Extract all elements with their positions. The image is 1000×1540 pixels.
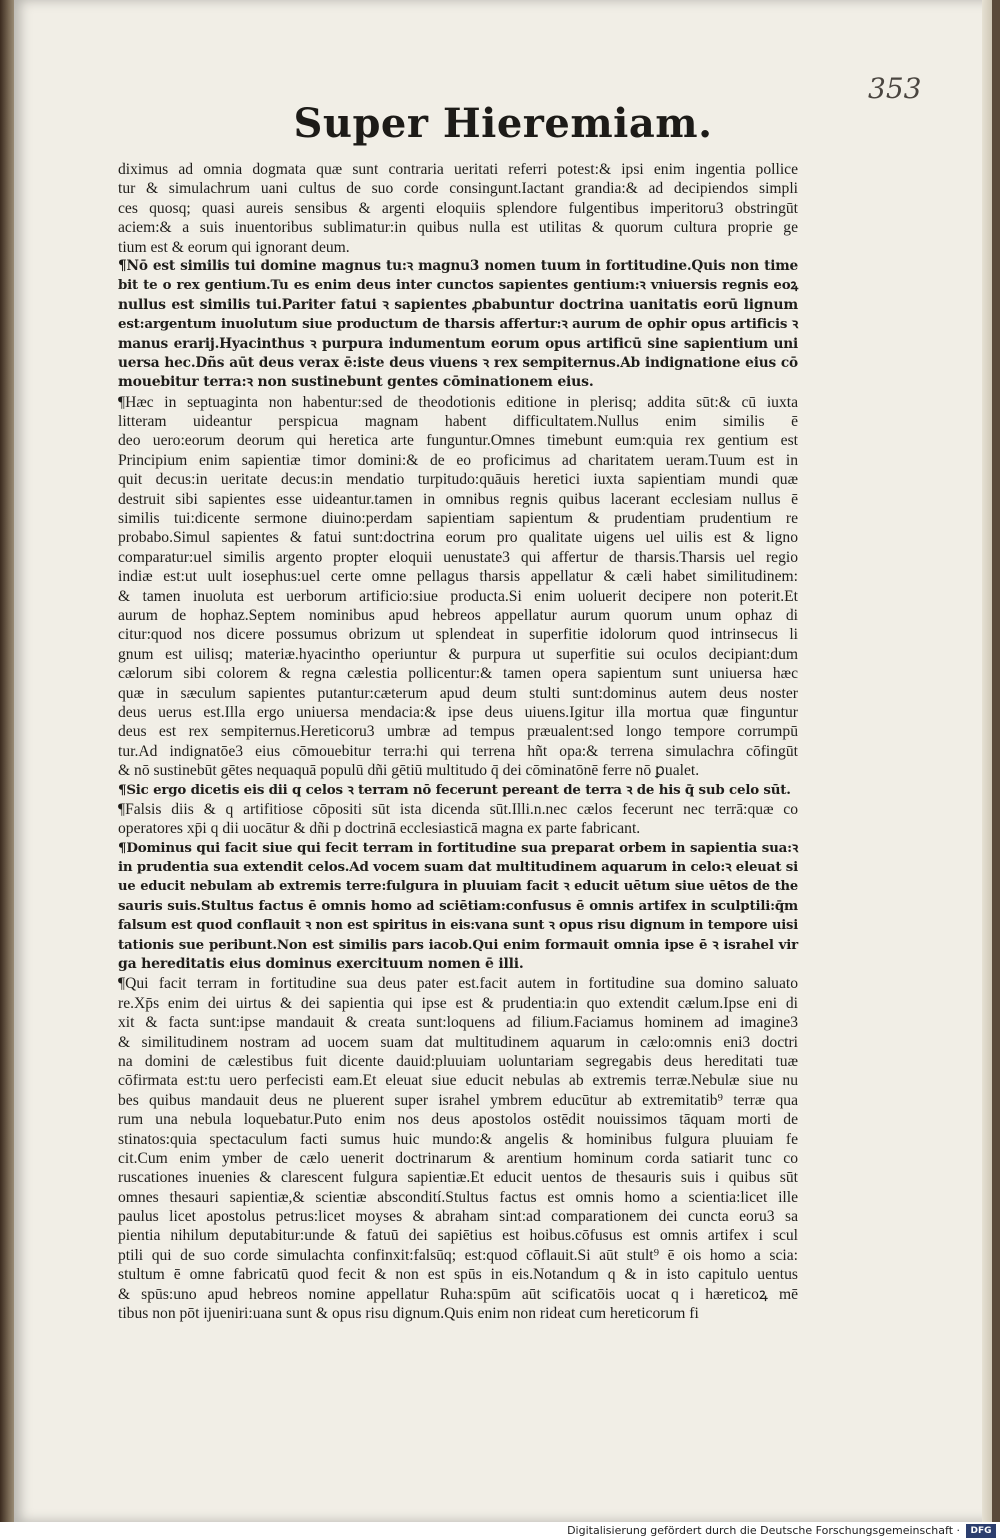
- text-line: deus est rex sempiternus.Hereticoru3 umbræ ad tempus præualent:sed longo tempore corrumpū: [118, 723, 798, 741]
- text-line: tationis sue peribunt.Non est similis pars iacob.Qui enim formauit omnia ipse ē ꝛ israhel vir: [118, 936, 798, 953]
- text-line: cit.Cum enim ymber de cælo uenerit doctrinarum & arentium hominum corda satiarit tunc co: [118, 1149, 798, 1167]
- text-line: citur:quod nos dicere possumus obrizum ut splendeat in superfitie idolorum quod intrinsecus li: [118, 626, 798, 644]
- text-line: & tamen inuoluta est uerborum artificio:siue producta.Si enim uoluerit decipere non poterit.Et: [118, 587, 798, 605]
- text-line: ¶Nō est similis tui domine magnus tu:ꝛ magnu3 nomen tuum in fortitudine.Quis non time: [118, 257, 798, 274]
- text-line: deo uero:eorum deorum qui heretica arte funguntur.Omnes timebunt eum:quia rex gentium est: [118, 432, 798, 450]
- text-line: gnum est uilisq; materiæ.hyacintho operiuntur & purpura ut superfitie sui oculos decipiant:dum: [118, 645, 798, 663]
- text-line: sauris suis.Stultus factus ē omnis homo ad sciētiam:confusus ē omnis artifex in sculptili:q̄m: [118, 897, 798, 914]
- text-line: tur & simulachrum uani cultus de suo corde consingunt.Iactant grandia:& ad decipiendos simpli: [118, 180, 798, 198]
- text-line: ga hereditatis eius dominus exercituum nomen ē illi.: [118, 956, 524, 973]
- text-line: ces quosq; quasi aureis sensibus & argenti eloquiis splendore fulgentibus imperitoru3 obstringūt: [118, 199, 798, 217]
- text-line: mouebitur terra:ꝛ non sustinebunt gentes cōminationem eius.: [118, 374, 594, 391]
- book-page: [14, 0, 992, 1522]
- text-line: manus erarij.Hyacinthus ꝛ purpura indumentum eorum opus artificū sine sapientium uni: [118, 335, 798, 352]
- text-line: diximus ad omnia dogmata quæ sunt contraria ueritati referri potest:& ipsi enim ingentia pollice: [118, 161, 798, 178]
- scripture-paragraph: [118, 257, 798, 393]
- text-line: nullus est similis tui.Pariter fatui ꝛ sapientes ꝓbabuntur doctrina uanitatis eorū lignum: [118, 296, 798, 313]
- text-line: ¶Qui facit terram in fortitudine sua deus pater est.facit autem in fortitudine sua domino saluato: [118, 975, 798, 993]
- text-line: xit & facta sunt:ipse mandauit & creata sunt:loquens ad filium.Faciamus hominem ad imagine3: [118, 1014, 798, 1032]
- footer-credit: Digitalisierung gefördert durch die Deutsche Forschungsgemeinschaft ·: [567, 1524, 960, 1537]
- text-line: cælorum sibi colorem & regna cælestia pollicentur:& tamen opera sapientum sunt uniuersa hæc: [118, 665, 798, 683]
- text-line: in prudentia sua extendit celos.Ad vocem suam dat multitudinem aquarum in celo:ꝛ eleuat si: [118, 859, 798, 876]
- text-line: quæ in sæculum sapientes putantur:cæterum apud deum stulti sunt:dominus autem deus noster: [118, 684, 798, 702]
- text-line: & nō sustinebūt gētes nequaquā populū dñi gētiū multitudo q̄ dei cōminatōnē ferre nō ꝑualet.: [118, 762, 700, 780]
- text-line: ¶Dominus qui facit siue qui fecit terram in fortitudine sua preparat orbem in sapientia sua:ꝛ: [118, 839, 798, 856]
- text-line: quit decus:in ueritate decus:in mendatio turpitudo:quāuis heretici iuxta sapientiam mundi quæ: [118, 471, 798, 489]
- text-line: deus uerus est.Illa ergo uniuersa mendacia:& ipse deus uiuens.Igitur illa mortua quæ finguntur: [118, 703, 798, 721]
- text-line: Principium enim sapientiæ timor domini:& de eo proficimus ad charitatem ueram.Tuum est in: [118, 451, 798, 469]
- text-line: bes quibus mandauit deus ne pluerent super israhel ymbrem educūtur ab extremitatib⁹ terræ qua: [118, 1091, 798, 1109]
- running-title: Super Hieremiam.: [293, 100, 713, 147]
- dfg-logo: DFG: [966, 1524, 996, 1538]
- text-line: ue educit nebulam ab extremis terre:fulgura in pluuiam facit ꝛ educit uētum siue uētos de the: [118, 879, 798, 895]
- text-line: falsum est quod conflauit ꝛ non est spiritus in eis:vana sunt ꝛ opus risu dignum in tempore uisi: [118, 918, 798, 934]
- text-line: re.Xp̄s enim dei uirtus & dei sapientia qui ipse est & prudentia:in quo extendit cælum.Ipse eni di: [118, 994, 798, 1012]
- text-line: rum una nebula loquebatur.Puto enim nos deus apostolos ostēdit nouissimos tāquam morti de: [118, 1111, 798, 1129]
- text-line: pientia nihilum deputabitur:unde & fatuū dei sapiētius est hoibus.cōfusus est omnis artifex i scul: [118, 1227, 798, 1245]
- text-line: operatores xp̄i q dii uocātur & dñi p doctrinā ecclesiasticā magna ex parte fabricant.: [118, 820, 641, 838]
- text-line: stinatos:quia spectaculum facti sumus huic mundo:& angelis & hominibus fulgura pluuiam fe: [118, 1130, 798, 1148]
- text-line: aurum de hophaz.Septem nominibus apud hebreos appellatur aurum quorum unum ophaz di: [118, 606, 798, 624]
- folio-number: 353: [868, 72, 922, 105]
- text-line: & similitudinem nostram ad uocem suam dat multitudinem aquarum in cælo:omnis eni3 doctri: [118, 1033, 798, 1051]
- text-line: tibus non pōt ijueniri:uana sunt & opus risu dignum.Quis enim non rideat cum hereticorum fi: [118, 1305, 699, 1323]
- text-line: uersa hec.Dñs aūt deus verax ē:iste deus viuens ꝛ rex sempiternus.Ab indignatione eius cō: [118, 354, 798, 371]
- text-line: ptili qui de suo corde simulachta confinxit:falsūq; est:quod cōflauit.Si aūt stult⁹ ē ois homo a scia:: [118, 1246, 798, 1264]
- text-line: probabo.Simul sapientes & fatui sunt:doctrina eorum pro qualitate uigens uel uilis est & ligno: [118, 529, 798, 547]
- body-text: [118, 160, 798, 1323]
- text-line: na domini de cælestibus fuit dicente dauid:pluuiam uoluntariam segregabis deus hereditati tuæ: [118, 1052, 798, 1070]
- text-line: bit te o rex gentium.Tu es enim deus inter cunctos sapientes gentium:ꝛ vniuersis regnis eoꝝ: [118, 277, 798, 294]
- commentary-paragraph: [118, 160, 798, 257]
- text-line: indiæ est:ut uult iosephus:uel certe omne pellagus tharsis appellatur & cæli habet similitudinem:: [118, 568, 798, 586]
- text-line: destruit sibi sapientes esse uideantur.tamen in omnibus regnis quibus lacerant ecclesiam nullus ē: [118, 490, 798, 508]
- text-line: aciem:& a suis inuentoribus sublimatur:in quibus nulla est utilitas & quorum cultura proprie ge: [118, 219, 798, 237]
- commentary-paragraph: [118, 800, 798, 839]
- text-line: stultum ē omne fabricatū quod fecit & non est spūs in eis.Notandum q & in isto capitulo uentus: [118, 1266, 798, 1284]
- text-line: & spūs:uno apud hebreos nomine appellatur Ruha:spūm aūt scificatōis uocat q i hæreticoꝝ mē: [118, 1285, 798, 1303]
- text-line: ¶Falsis diis & q artifitiose cōpositi sūt ista dicenda sūt.Illi.n.nec cælos fecerunt nec terrā:quæ co: [118, 800, 798, 818]
- commentary-paragraph: [118, 974, 798, 1323]
- text-line: ¶Sic ergo dicetis eis dii q celos ꝛ terram nō fecerunt pereant de terra ꝛ de his q̄ sub celo sūt.: [118, 781, 791, 798]
- text-line: tur.Ad indignatōe3 eius cōmouebitur terra:hi qui terrena hñt opa:& terrena simulachra cōfingūt: [118, 742, 798, 760]
- commentary-paragraph: [118, 393, 798, 781]
- text-line: omnes thesauri sapientiæ,& scientiæ abscondití.Stultus factus est omnis homo a scientia:licet ille: [118, 1188, 798, 1206]
- text-line: est:argentum inuolutum siue productum de tharsis affertur:ꝛ aurum de ophir opus artificis ꝛ: [118, 316, 798, 333]
- text-line: similis tui:dicente sermone diuino:perdam sapientiam sapientum & prudentiam prudentium re: [118, 510, 798, 528]
- text-line: paulus licet apostolus petrus:licet moyses & abraham sint:ad comparationem dei cuncta eoru3 sa: [118, 1208, 798, 1226]
- text-line: cōfirmata est:tu uero perfecisti eam.Et eleuat siue educit nebulas ab extremis terræ.Nebulæ siue nu: [118, 1072, 798, 1090]
- text-line: ¶Hæc in septuaginta non habentur:sed de theodotionis editione in plerisq; addita sūt:& cū iuxta: [118, 393, 798, 411]
- page-fore-edge: [982, 0, 992, 1522]
- text-line: comparatur:uel similis argento propter eloquii uenustate3 qui affertur de tharsis.Tharsis uel regio: [118, 548, 798, 566]
- scripture-paragraph: [118, 781, 798, 800]
- text-line: litteram uideantur perspicua magnam habent difficultatem.Nullus enim similis ē: [118, 413, 798, 431]
- text-line: tium est & eorum qui ignorant deum.: [118, 238, 350, 256]
- digitization-footer: [0, 1522, 1000, 1540]
- text-line: ruscationes inuenies & clarescent fulgura sapientiæ.Et educit uentos de thesauris suis i quibus sūt: [118, 1169, 798, 1187]
- scripture-paragraph: [118, 839, 798, 975]
